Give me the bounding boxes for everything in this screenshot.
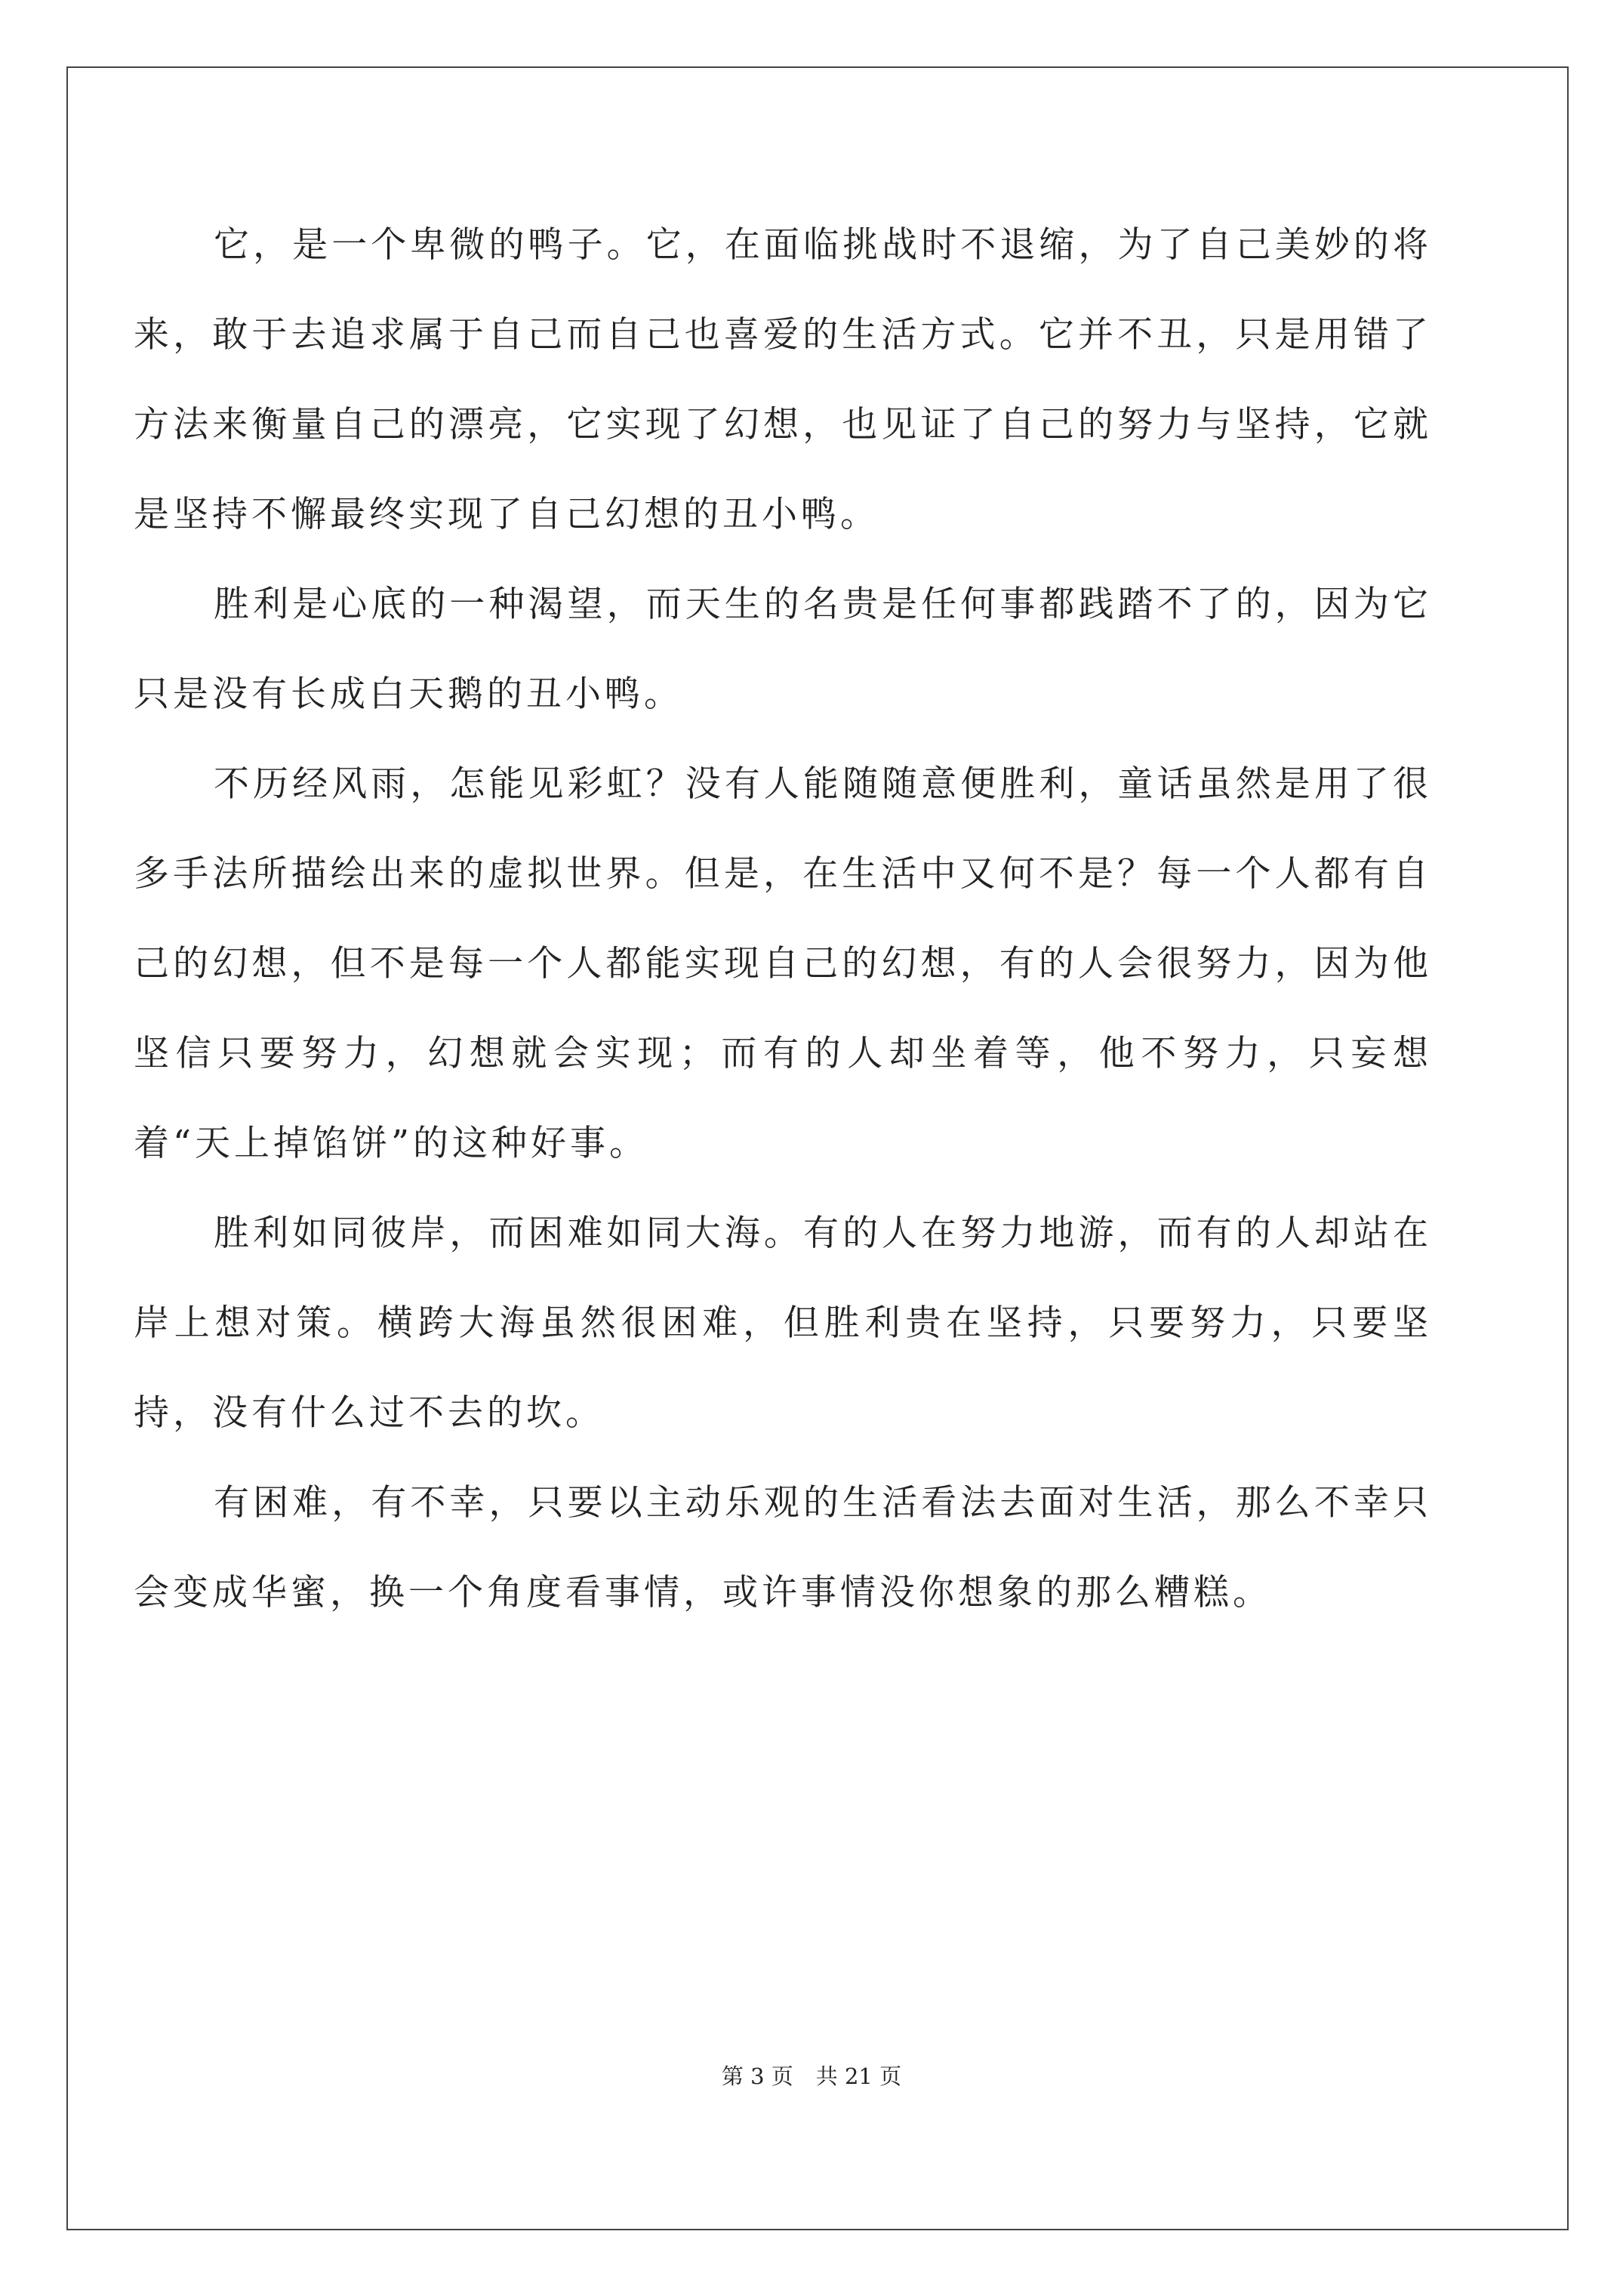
paragraph: 有困难，有不幸，只要以主动乐观的生活看法去面对生活，那么不幸只会变成华蜜，换一个角度看事情，或许事情没你想象的那么糟糕。 <box>134 1482 1432 1613</box>
page-footer <box>0 2061 1623 2091</box>
page-number: 第 3 页 <box>721 2063 793 2089</box>
paragraph: 不历经风雨，怎能见彩虹？没有人能随随意便胜利，童话虽然是用了很多手法所描绘出来的虚拟世界。但是，在生活中又何不是？每一个人都有自己的幻想，但不是每一个人都能实现自己的幻想，有的人会很努力，因为他坚信只要努力，幻想就会实现；而有的人却坐着等，他不努力，只妄想着“天上掉馅饼”的这种好事。 <box>134 763 1432 1164</box>
paragraph: 胜利是心底的一种渴望，而天生的名贵是任何事都践踏不了的，因为它只是没有长成白天鹅的丑小鸭。 <box>134 584 1432 715</box>
paragraph: 胜利如同彼岸，而困难如同大海。有的人在努力地游，而有的人却站在岸上想对策。横跨大海虽然很困难，但胜利贵在坚持，只要努力，只要坚持，没有什么过不去的坎。 <box>134 1213 1432 1434</box>
document-body <box>134 200 1432 1638</box>
page-total: 共 21 页 <box>815 2063 902 2089</box>
paragraph: 它，是一个卑微的鸭子。它，在面临挑战时不退缩，为了自己美妙的将来，敢于去追求属于自己而自己也喜爱的生活方式。它并不丑，只是用错了方法来衡量自己的漂亮，它实现了幻想，也见证了自己的努力与坚持，它就是坚持不懈最终实现了自己幻想的丑小鸭。 <box>134 224 1432 535</box>
